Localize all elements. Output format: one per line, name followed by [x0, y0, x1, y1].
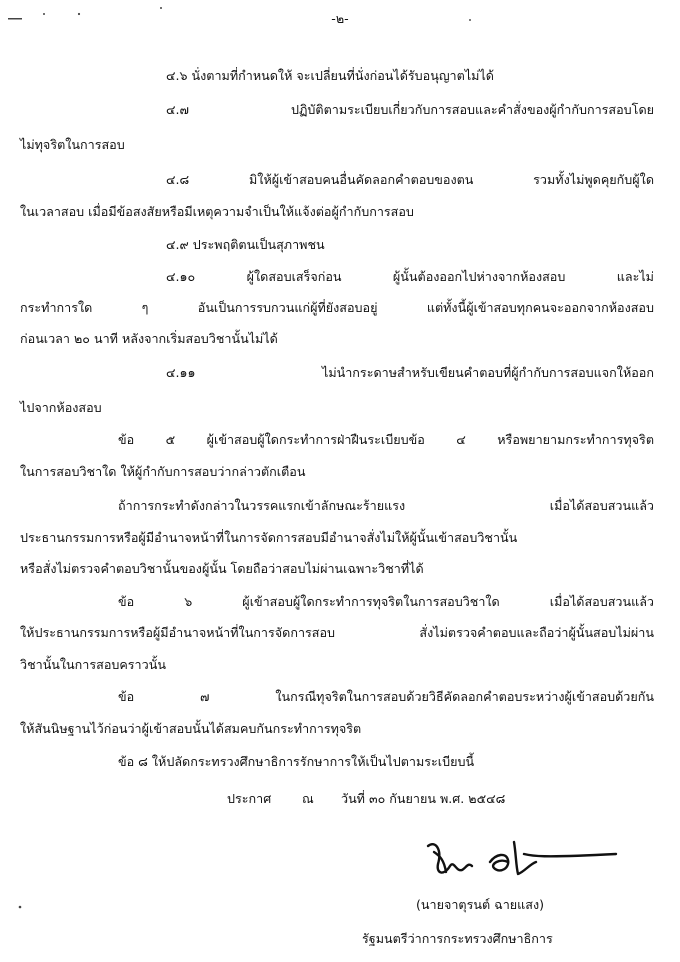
signatory-name: (นายจาตุรนต์ ฉายแสง): [415, 897, 545, 912]
clause-4-6: ๔.๖ นั่งตามที่กำหนดให้ จะเปลี่ยนที่นั่งก่อนได้รับอนุญาตไม่ได้: [166, 68, 494, 83]
article-6: ข้อ ๖ ผู้เข้าสอบผู้ใดกระทำการทุจริตในการสอบวิชาใด เมื่อได้สอบสวนแล้ว: [118, 594, 654, 609]
handwritten-signature: [420, 832, 620, 892]
clause-4-9: ๔.๙ ประพฤติตนเป็นสุภาพชน: [166, 237, 325, 252]
page-number: -๒-: [331, 11, 349, 26]
article-6-cont-2: วิชานั้นในการสอบคราวนั้น: [20, 657, 166, 672]
article-7: ข้อ ๗ ในกรณีทุจริตในการสอบด้วยวิธีคัดลอกคำตอบระหว่างผู้เข้าสอบด้วยกัน: [118, 689, 654, 704]
article-5-para-2: ถ้าการกระทำดังกล่าวในวรรคแรกเข้าลักษณะร้ายแรง เมื่อได้สอบสวนแล้ว: [118, 498, 654, 513]
announcement-at: ณ: [302, 791, 314, 806]
clause-4-10-cont-1: กระทำการใด ๆ อันเป็นการรบกวนแก่ผู้ที่ยังสอบอยู่ แต่ทั้งนี้ผู้เข้าสอบทุกคนจะออกจากห้องสอบ: [20, 300, 654, 315]
article-7-cont: ให้สันนิษฐานไว้ก่อนว่าผู้เข้าสอบนั้นได้สมคบกันกระทำการทุจริต: [20, 721, 362, 736]
clause-4-11: ๔.๑๑ ไม่นำกระดาษสำหรับเขียนคำตอบที่ผู้กำกับการสอบแจกให้ออก: [166, 365, 654, 380]
announcement-date: วันที่ ๓๐ กันยายน พ.ศ. ๒๕๔๘: [341, 791, 506, 806]
article-5: ข้อ ๕ ผู้เข้าสอบผู้ใดกระทำการฝ่าฝืนระเบียบข้อ ๔ หรือพยายามกระทำการทุจริต: [118, 432, 654, 447]
clause-4-7-cont: ไม่ทุจริตในการสอบ: [20, 137, 125, 152]
article-5-para-2-cont-2: หรือสั่งไม่ตรวจคำตอบวิชานั้นของผู้นั้น โดยถือว่าสอบไม่ผ่านเฉพาะวิชาที่ได้: [20, 561, 424, 576]
article-5-para-2-cont-1: ประธานกรรมการหรือผู้มีอำนาจหน้าที่ในการจัดการสอบมีอำนาจสั่งไม่ให้ผู้นั้นเข้าสอบวิชานั้น: [20, 530, 518, 545]
article-6-cont-1: ให้ประธานกรรมการหรือผู้มีอำนาจหน้าที่ในการจัดการสอบ สั่งไม่ตรวจคำตอบและถือว่าผู้นั้นสอบไม่ผ่าน: [20, 625, 654, 640]
announcement-prefix: ประกาศ: [227, 791, 272, 806]
clause-4-8: ๔.๘ มิให้ผู้เข้าสอบคนอื่นคัดลอกคำตอบของตน รวมทั้งไม่พูดคุยกับผู้ใด: [166, 172, 654, 187]
clause-4-10-cont-2: ก่อนเวลา ๒๐ นาที หลังจากเริ่มสอบวิชานั้นไม่ได้: [20, 331, 278, 346]
article-8: ข้อ ๘ ให้ปลัดกระทรวงศึกษาธิการรักษาการให้เป็นไปตามระเบียบนี้: [118, 754, 475, 769]
signatory-position: รัฐมนตรีว่าการกระทรวงศึกษาธิการ: [362, 931, 553, 946]
clause-4-11-cont: ไปจากห้องสอบ: [20, 400, 102, 415]
clause-4-7: ๔.๗ ปฏิบัติตามระเบียบเกี่ยวกับการสอบและคำสั่งของผู้กำกับการสอบโดย: [166, 102, 654, 117]
article-5-cont: ในการสอบวิชาใด ให้ผู้กำกับการสอบว่ากล่าวตักเตือน: [20, 464, 306, 479]
clause-4-8-cont: ในเวลาสอบ เมื่อมีข้อสงสัยหรือมีเหตุความจำเป็นให้แจ้งต่อผู้กำกับการสอบ: [20, 204, 414, 219]
clause-4-10: ๔.๑๐ ผู้ใดสอบเสร็จก่อน ผู้นั้นต้องออกไปห่างจากห้องสอบ และไม่: [166, 269, 654, 284]
